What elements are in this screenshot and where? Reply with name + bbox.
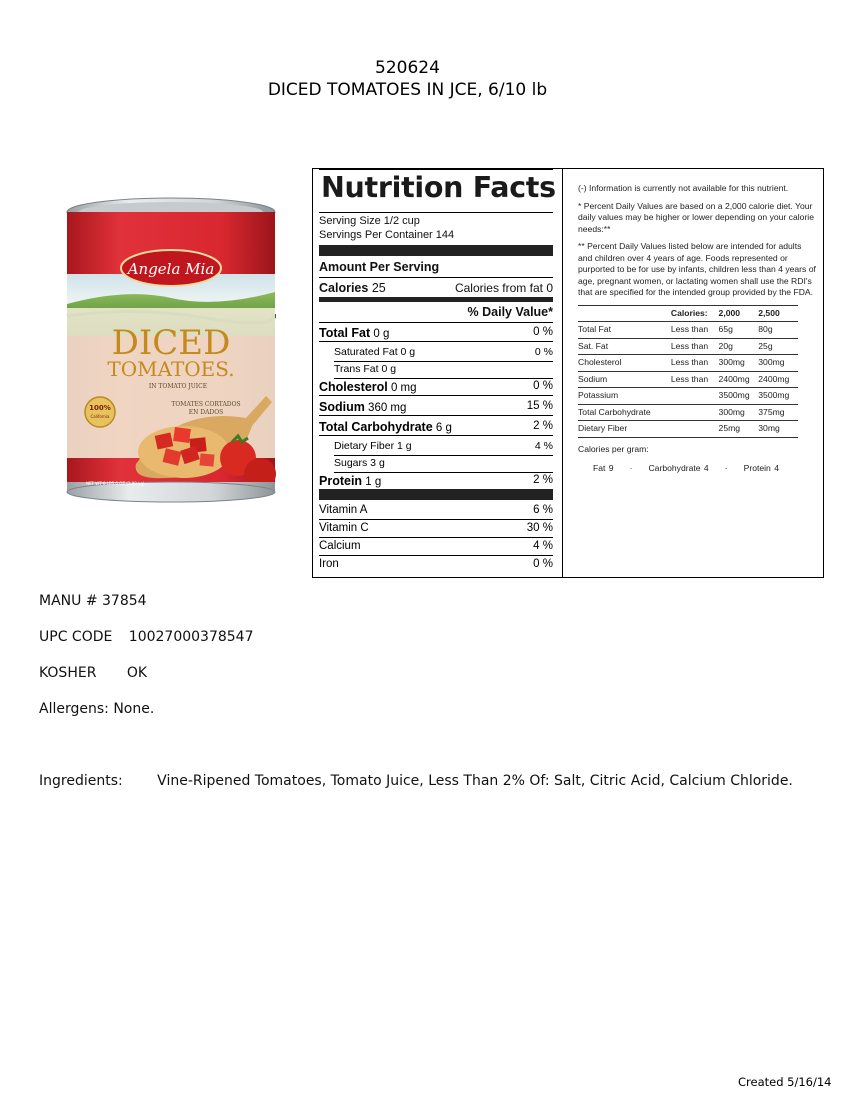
dv-table-cell: 3500mg [758,388,798,405]
dv-table-cell: Sodium [578,371,671,388]
dv-table-cell: 2400mg [758,371,798,388]
daily-value-header: % Daily Value* [467,305,553,319]
vitamin-row [319,520,553,538]
kosher [39,665,147,681]
svg-text:California: California [90,414,110,419]
nutrient-amount: 1 g [365,476,382,488]
calories-per-gram-item: · [724,463,728,473]
dv-table-cell: Cholesterol [578,355,671,372]
vitamin-label: Vitamin C [319,522,369,534]
dv-table-header-cell: Calories: [671,305,719,322]
svg-text:Angela Mia: Angela Mia [127,260,215,278]
calories-per-gram-item: · [629,463,633,473]
calories-per-gram-item: Carbohydrate 4 [648,463,709,473]
nutrient-daily-value: 2 % [533,474,553,486]
nutrient-label: Total Carbohydrate 6 g [319,420,452,434]
dv-table-cell: Less than [671,338,719,355]
dv-table-cell: 25mg [719,421,759,438]
calories-label: Calories [319,281,369,295]
dv-table-cell: 300mg [719,404,759,421]
dv-table-header-cell [578,305,671,322]
upc-label: UPC CODE [39,629,113,645]
svg-text:DICED: DICED [111,323,231,363]
servings-per-container: Servings Per Container 144 [319,229,455,241]
nutrient-daily-value: 2 % [533,420,553,432]
serving-size: Serving Size 1/2 cup [319,215,420,227]
daily-value-table [578,305,798,438]
svg-text:TOMATES CORTADOS: TOMATES CORTADOS [171,401,241,408]
dv-table-row [578,322,798,339]
vitamin-daily-value: 4 % [533,540,553,552]
nutrition-panel [312,168,824,578]
dv-table-cell: Total Fat [578,322,671,339]
nutrient-label: Sugars 3 g [334,457,385,469]
nutrient-amount: 360 mg [368,402,407,414]
thick-rule [319,245,553,256]
dv-table-cell [671,421,719,438]
dv-table-header-cell: 2,000 [719,305,759,322]
dv-table-row [578,338,798,355]
upc-code [39,629,254,645]
nutrient-label: Saturated Fat 0 g [334,346,416,358]
nutrient-row [334,438,553,456]
product-can-image [66,196,276,506]
dv-table-cell: 80g [758,322,798,339]
dv-table-row [578,404,798,421]
dv-table-cell: Potassium [578,388,671,405]
footnotes [578,183,818,475]
medium-rule [319,297,553,302]
calories-per-gram-item: Protein 4 [743,463,779,473]
dv-table-cell: 300mg [758,355,798,372]
dv-table-header [578,305,798,322]
calories-from-fat: Calories from fat 0 [454,281,553,295]
footnote-rdi: ** Percent Daily Values listed below are intended for adults and children over 4 years of age. Foods represented or purported to be for use by infants, children less than 4 years of age, pregnant women, or lactating women shall use the RDI's that are specified for the intended group provided by the FDA. [578,241,816,297]
calories-per-gram-item: Fat 9 [593,463,614,473]
calories-row [319,281,386,295]
nutrient-daily-value: 4 % [534,440,553,452]
dv-table-row [578,388,798,405]
vitamin-label: Iron [319,558,339,570]
nutrient-row [334,344,553,362]
svg-text:NET WT 6 LBS 6 OZ (2.89 kg): NET WT 6 LBS 6 OZ (2.89 kg) [86,481,145,486]
nutrient-daily-value: 0 % [534,346,553,358]
ingredients [39,773,793,789]
svg-text:TOMATOES.: TOMATOES. [107,357,235,381]
calories-value: 25 [371,281,386,295]
dv-table-cell: 300mg [719,355,759,372]
vitamin-row [319,556,553,574]
dv-table-cell: 65g [719,322,759,339]
dv-table-row [578,355,798,372]
dv-table-cell [671,388,719,405]
nutrient-row [319,398,553,416]
thick-rule [319,489,553,500]
svg-text:IN TOMATO JUICE: IN TOMATO JUICE [148,383,208,390]
dv-table-cell [671,404,719,421]
dv-table-row [578,371,798,388]
nutrient-daily-value: 15 % [526,400,553,412]
nutrition-facts [319,169,561,577]
nutrient-amount: 0 g [373,328,390,340]
footnote-unavailable: (-) Information is currently not available for this nutrient. [578,183,789,193]
dv-table-cell: 20g [719,338,759,355]
dv-table-cell: Less than [671,322,719,339]
nutrient-amount: 6 g [435,422,452,434]
nutrient-label: Sodium 360 mg [319,400,407,414]
manufacturer-number: MANU # 37854 [39,593,147,609]
nutrient-row [319,418,553,436]
ingredients-value: Vine-Ripened Tomatoes, Tomato Juice, Less Than 2% Of: Salt, Citric Acid, Calcium Chloride. [157,773,793,789]
nutrient-label: Protein 1 g [319,474,382,488]
allergens: Allergens: None. [39,701,155,717]
dv-table-cell: Total Carbohydrate [578,404,671,421]
dv-table-cell: Dietary Fiber [578,421,671,438]
dv-table-row [578,421,798,438]
nutrient-row [319,324,553,342]
dv-table-cell: 30mg [758,421,798,438]
nutrient-row [334,455,553,473]
product-code: 520624 [375,58,440,78]
nutrition-facts-title: Nutrition Facts [321,171,556,204]
dv-table-cell: 25g [758,338,798,355]
dv-table-cell: 2400mg [719,371,759,388]
nutrient-label: Total Fat 0 g [319,326,390,340]
dv-table-cell: Sat. Fat [578,338,671,355]
vitamin-daily-value: 30 % [526,522,553,534]
panel-divider [562,169,563,577]
nutrient-label: Trans Fat 0 g [334,363,397,375]
nutrient-row [319,472,553,490]
dv-table-cell: 3500mg [719,388,759,405]
nutrient-label: Cholesterol 0 mg [319,380,417,394]
dv-table-cell: Less than [671,355,719,372]
dv-table-cell: 375mg [758,404,798,421]
footnote-daily-values: * Percent Daily Values are based on a 2,000 calorie diet. Your daily values may be higher or lower depending on your calorie needs:** [578,200,814,234]
nutrient-row [334,361,553,379]
nutrient-daily-value: 0 % [533,380,553,392]
amount-per-serving: Amount Per Serving [319,260,440,274]
nutrient-row [319,378,553,396]
dv-table-header-cell: 2,500 [758,305,798,322]
rule [319,212,553,213]
vitamin-label: Vitamin A [319,504,368,516]
ingredients-label: Ingredients: [39,773,123,789]
rule [319,169,553,170]
vitamin-row [319,502,553,520]
rule [319,322,553,323]
rule [319,277,553,278]
vitamin-row [319,538,553,556]
vitamin-daily-value: 0 % [533,558,553,570]
kosher-label: KOSHER [39,665,97,681]
vitamin-label: Calcium [319,540,361,552]
calories-per-gram [578,463,818,475]
created-date: Created 5/16/14 [738,1075,832,1089]
dv-table-cell: Less than [671,371,719,388]
nutrient-amount: 0 mg [390,382,417,394]
svg-text:100%: 100% [89,404,111,412]
calories-per-gram-label: Calories per gram: [578,443,649,454]
nutrient-daily-value: 0 % [533,326,553,338]
nutrient-label: Dietary Fiber 1 g [334,440,412,452]
kosher-value: OK [126,665,148,681]
product-title: DICED TOMATOES IN JCE, 6/10 lb [267,80,548,100]
svg-text:EN DADOS: EN DADOS [188,409,224,416]
upc-value: 10027000378547 [128,629,254,645]
vitamin-daily-value: 6 % [533,504,553,516]
